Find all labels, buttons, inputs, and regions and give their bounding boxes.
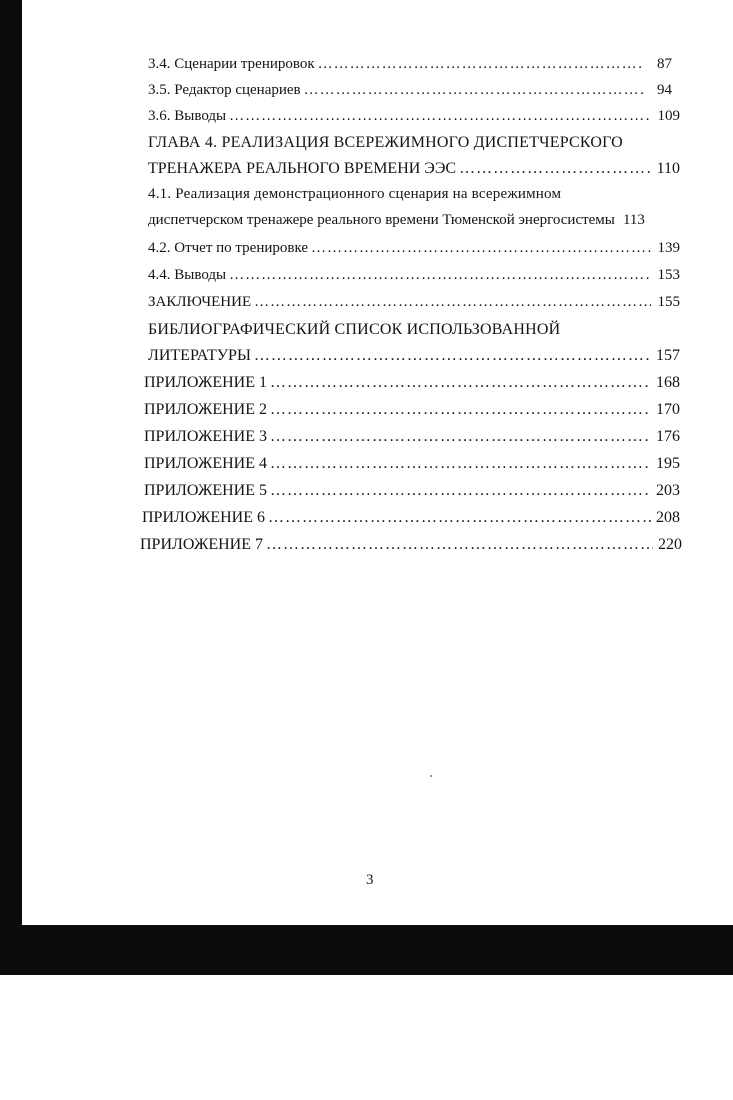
toc-entry-chapter-4-line1: ГЛАВА 4. РЕАЛИЗАЦИЯ ВСЕРЕЖИМНОГО ДИСПЕТЧЕРСКОГО	[148, 134, 623, 151]
toc-entry-title: ТРЕНАЖЕРА РЕАЛЬНОГО ВРЕМЕНИ ЭЭС	[148, 160, 457, 177]
toc-entry-title: ЗАКЛЮЧЕНИЕ	[148, 294, 252, 310]
toc-entry-title: ПРИЛОЖЕНИЕ 7	[140, 536, 264, 553]
toc-leader-dots	[459, 160, 651, 178]
toc-entry-title: 4.2. Отчет по тренировке	[148, 240, 309, 256]
scan-speck	[430, 775, 432, 777]
toc-entry-title: ПРИЛОЖЕНИЕ 1	[144, 374, 268, 391]
toc-leader-dots	[229, 108, 651, 125]
toc-entry-conclusion	[148, 294, 680, 314]
toc-entry-page: 168	[656, 374, 680, 391]
toc-entry-page: 155	[657, 294, 680, 310]
toc-entry-page: 139	[657, 240, 680, 256]
document-page	[22, 0, 733, 925]
scan-border-bottom	[0, 925, 733, 975]
toc-leader-dots	[311, 240, 651, 257]
toc-entry-title: ПРИЛОЖЕНИЕ 6	[142, 509, 266, 526]
toc-leader-dots	[318, 56, 643, 73]
toc-entry-page: 109	[657, 108, 680, 124]
toc-leader-dots	[270, 428, 651, 446]
toc-entry-4-1	[148, 212, 680, 232]
toc-entry-title: диспетчерском тренажере реального времени Тюменской энергосистемы	[148, 212, 615, 228]
toc-entry-4-1-line1: 4.1. Реализация демонстрационного сценария на всережимном	[148, 186, 562, 202]
toc-entry-page: 153	[657, 267, 680, 283]
toc-entry-appendix-6	[142, 509, 680, 529]
toc-entry-page: 87	[657, 56, 672, 72]
toc-entry-3-5	[148, 82, 672, 102]
toc-entry-appendix-4	[144, 455, 680, 475]
toc-leader-dots	[254, 294, 651, 311]
page-number: 3	[366, 872, 374, 888]
scan-border-left	[0, 0, 22, 975]
toc-entry-appendix-3	[144, 428, 680, 448]
toc-entry-page: 110	[656, 160, 680, 177]
toc-entry-chapter-4	[148, 160, 680, 180]
toc-entry-appendix-7	[140, 536, 682, 556]
toc-leader-dots	[270, 482, 651, 500]
toc-entry-title: ПРИЛОЖЕНИЕ 5	[144, 482, 268, 499]
toc-entry-page: 220	[658, 536, 682, 553]
toc-entry-page: 203	[656, 482, 680, 499]
toc-entry-page: 157	[656, 347, 680, 364]
toc-leader-dots	[268, 509, 651, 527]
toc-leader-dots	[229, 267, 651, 284]
toc-entry-page: 176	[656, 428, 680, 445]
toc-leader-dots	[266, 536, 653, 554]
toc-entry-title: ЛИТЕРАТУРЫ	[148, 347, 251, 364]
toc-entry-bibliography	[148, 347, 680, 367]
toc-entry-title: ПРИЛОЖЕНИЕ 2	[144, 401, 268, 418]
toc-entry-bibliography-line1: БИБЛИОГРАФИЧЕСКИЙ СПИСОК ИСПОЛЬЗОВАННОЙ	[148, 321, 561, 338]
toc-entry-title: ПРИЛОЖЕНИЕ 4	[144, 455, 268, 472]
toc-leader-dots	[304, 82, 643, 99]
toc-entry-page: 170	[656, 401, 680, 418]
toc-entry-appendix-2	[144, 401, 680, 421]
toc-entry-appendix-5	[144, 482, 680, 502]
toc-leader-dots	[270, 401, 651, 419]
toc-leader-dots	[270, 374, 651, 392]
toc-entry-4-2	[148, 240, 680, 260]
toc-entry-3-4	[148, 56, 672, 76]
toc-entry-appendix-1	[144, 374, 680, 394]
toc-leader-dots	[254, 347, 651, 365]
toc-entry-title: 3.5. Редактор сценариев	[148, 82, 301, 98]
toc-entry-4-4	[148, 267, 680, 287]
toc-entry-page: 208	[656, 509, 680, 526]
toc-entry-title: 4.4. Выводы	[148, 267, 227, 283]
toc-entry-page: 94	[657, 82, 672, 98]
toc-entry-page: 113	[622, 212, 645, 228]
toc-entry-3-6	[148, 108, 680, 128]
toc-leader-dots	[270, 455, 651, 473]
toc-entry-title: 3.4. Сценарии тренировок	[148, 56, 315, 72]
toc-entry-title: 3.6. Выводы	[148, 108, 227, 124]
toc-entry-page: 195	[656, 455, 680, 472]
toc-entry-title: ПРИЛОЖЕНИЕ 3	[144, 428, 268, 445]
